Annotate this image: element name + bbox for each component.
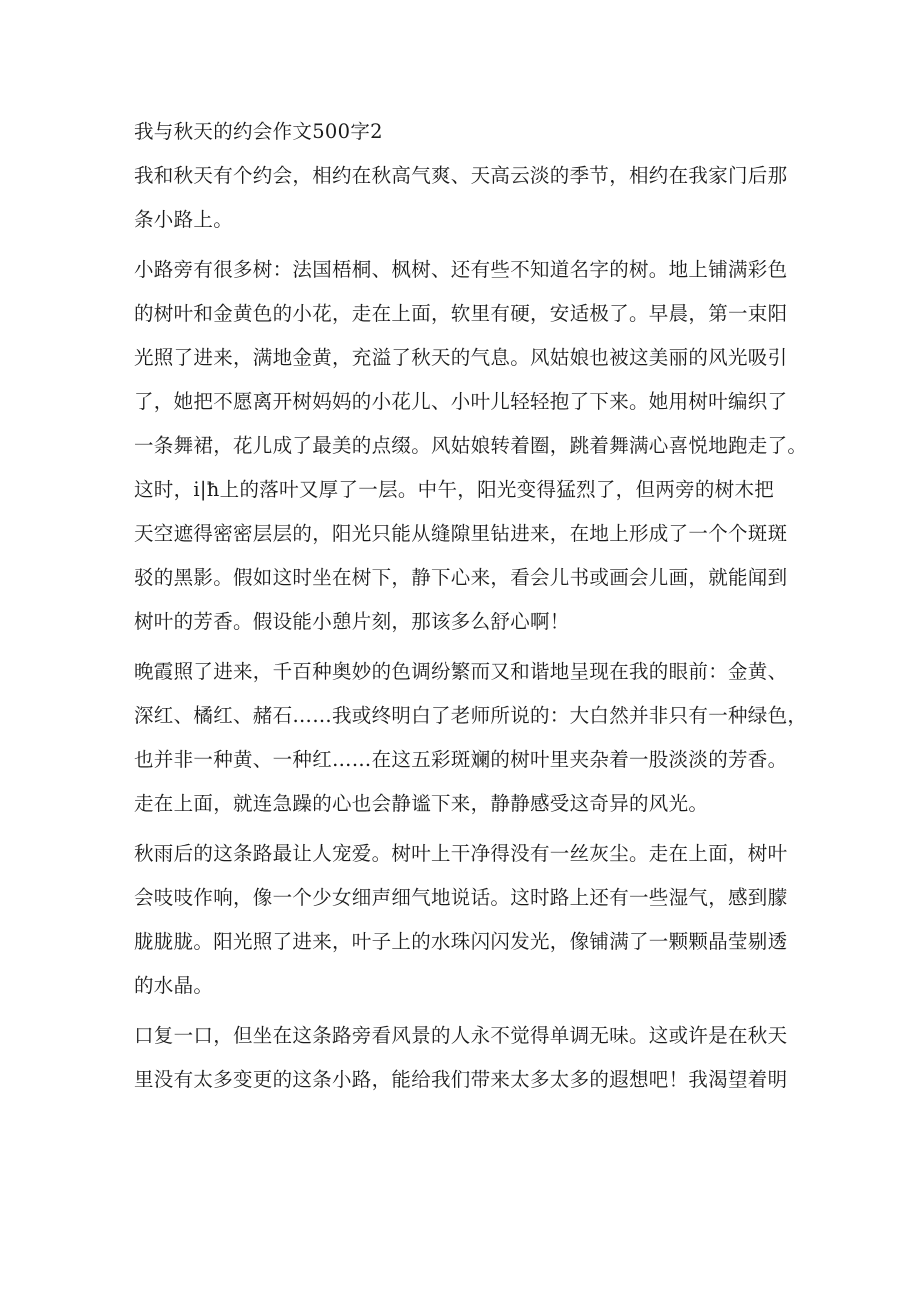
text-line: 里没有太多变更的这条小路，能给我们带来太多太多的遐想吧！我渴望着明 — [134, 1068, 788, 1091]
paragraph-5 — [134, 1014, 794, 1102]
text-line: 我和秋天有个约会，相约在秋高气爽、天高云淡的季节，相约在我家门后那 — [134, 164, 788, 187]
text-line: 条小路上。 — [134, 208, 234, 231]
text-line: 树叶的芳香。假设能小憩片刻，那该多么舒心啊！ — [134, 610, 570, 633]
text-line: 秋雨后的这条路最让人宠爱。树叶上干净得没有一丝灰尘。走在上面，树叶 — [134, 842, 788, 865]
paragraph-1 — [134, 154, 794, 242]
text-line: 胧胧胧。阳光照了进来，叶子上的水珠闪闪发光，像铺满了一颗颗晶莹剔透 — [134, 930, 788, 953]
paragraph-2 — [134, 248, 808, 644]
text-line: 深红、橘红、赭石……我或终明白了老师所说的：大白然并非只有一种绿色， — [134, 704, 808, 727]
text-line: 一条舞裙，花儿成了最美的点缀。风姑娘转着圈，跳着舞满心喜悦地跑走了。 — [134, 434, 808, 457]
text-line: 也并非一种黄、一种红……在这五彩斑斓的树叶里夹杂着一股淡淡的芳香。 — [134, 748, 788, 771]
document-body — [134, 110, 808, 1108]
text-line: 会吱吱作响，像一个少女细声细气地说话。这时路上还有一些湿气，感到朦 — [134, 886, 788, 909]
paragraph-4 — [134, 832, 794, 1008]
document-title: 我与秋天的约会作文500字2 — [134, 120, 383, 143]
text-line: 小路旁有很多树：法国梧桐、枫树、还有些不知道名字的树。地上铺满彩色 — [134, 258, 788, 281]
text-line: 的水晶。 — [134, 974, 214, 997]
text-line: 走在上面，就连急躁的心也会静谧下来，静静感受这奇异的风光。 — [134, 792, 709, 815]
text-line: 驳的黑影。假如这时坐在树下，静下心来，看会儿书或画会儿画，就能闻到 — [134, 566, 788, 589]
text-line: 口复一口，但坐在这条路旁看风景的人永不觉得单调无味。这或许是在秋天 — [134, 1024, 788, 1047]
paragraph-3 — [134, 650, 808, 826]
text-line: 的树叶和金黄色的小花，走在上面，软里有硬，安适极了。早晨，第一束阳 — [134, 302, 788, 325]
text-line: 了，她把不愿离开树妈妈的小花儿、小叶儿轻轻抱了下来。她用树叶编织了 — [134, 390, 788, 413]
text-line: 这时，i|ħ上的落叶又厚了一层。中午，阳光变得猛烈了，但两旁的树木把 — [134, 478, 775, 501]
text-line: 光照了进来，满地金黄，充溢了秋天的气息。风姑娘也被这美丽的风光吸引 — [134, 346, 788, 369]
text-line: 天空遮得密密层层的，阳光只能从缝隙里钻进来，在地上形成了一个个斑斑 — [134, 522, 788, 545]
text-line: 晚霞照了进来，千百种奥妙的色调纷繁而又和谐地呈现在我的眼前：金黄、 — [134, 660, 788, 683]
